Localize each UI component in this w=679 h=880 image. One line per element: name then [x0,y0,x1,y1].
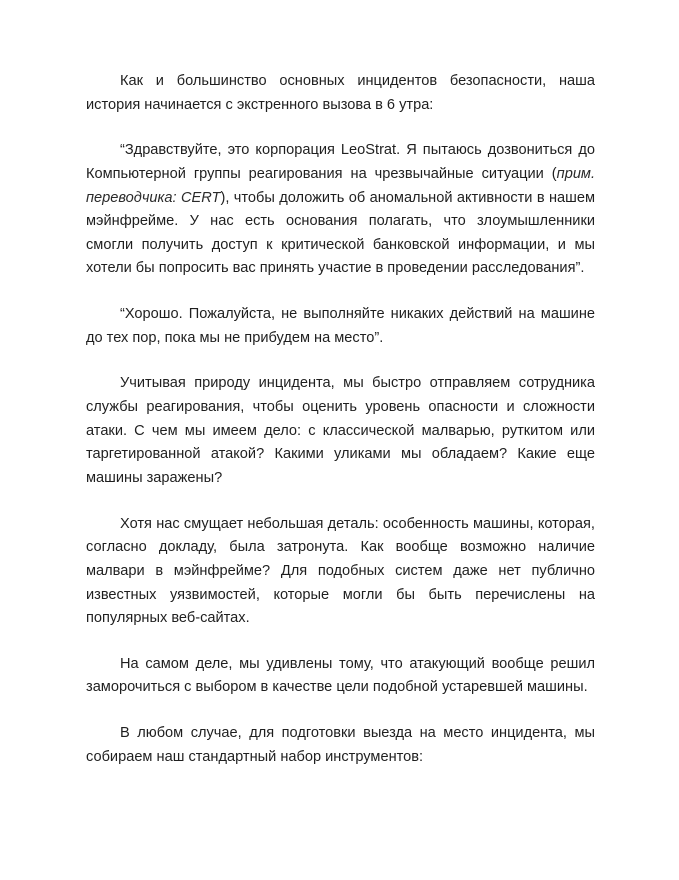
paragraph-response [86,372,595,490]
document-body [86,70,595,769]
paragraph-intro [86,70,595,117]
text-run: ), чтобы доложить об аномальной активности в нашем мэйнфрейме. У нас есть основания полагать, что злоумышленники смогли получить доступ к критической банковской информации, и мы хотели бы попросить вас принять участие в проведении расследования”. [86,189,596,277]
translator-note: прим. переводчика: CERT [86,165,595,206]
text-run: “Здравствуйте, это корпорация LeoStrat. Я пытаюсь дозвониться до Компьютерной группы реагирования на чрезвычайные ситуации ( [86,142,595,182]
text-run: На самом деле, мы удивлены тому, что атакующий вообще решил заморочиться с выбором в качестве цели подобной устаревшей машины. [86,655,595,696]
paragraph-toolkit [86,722,595,769]
paragraph-quote-reply [86,303,595,350]
paragraph-surprise [86,653,595,700]
paragraph-quote-call [86,139,595,281]
paragraph-doubt [86,513,595,631]
text-run: “Хорошо. Пожалуйста, не выполняйте никаких действий на машине до тех пор, пока мы не прибудем на место”. [86,306,595,346]
text-run: В любом случае, для подготовки выезда на место инцидента, мы собираем наш стандартный набор инструментов: [86,725,595,765]
text-run: Учитывая природу инцидента, мы быстро отправляем сотрудника службы реагирования, чтобы оценить уровень опасности и сложности атаки. С чем мы имеем дело: с классической малварью, руткитом или таргетированной атакой? Какими уликами мы обладаем? Какие еще машины заражены? [86,375,595,486]
text-run: Хотя нас смущает небольшая деталь: особенность машины, которая, согласно докладу, была затронута. Как вообще возможно наличие малвари в мэйнфрейме? Для подобных систем даже нет публично известных уязвимостей, которые могли бы быть перечислены на популярных веб-сайтах. [86,515,595,627]
text-run: Как и большинство основных инцидентов безопасности, наша история начинается с экстренного вызова в 6 утра: [86,73,595,113]
